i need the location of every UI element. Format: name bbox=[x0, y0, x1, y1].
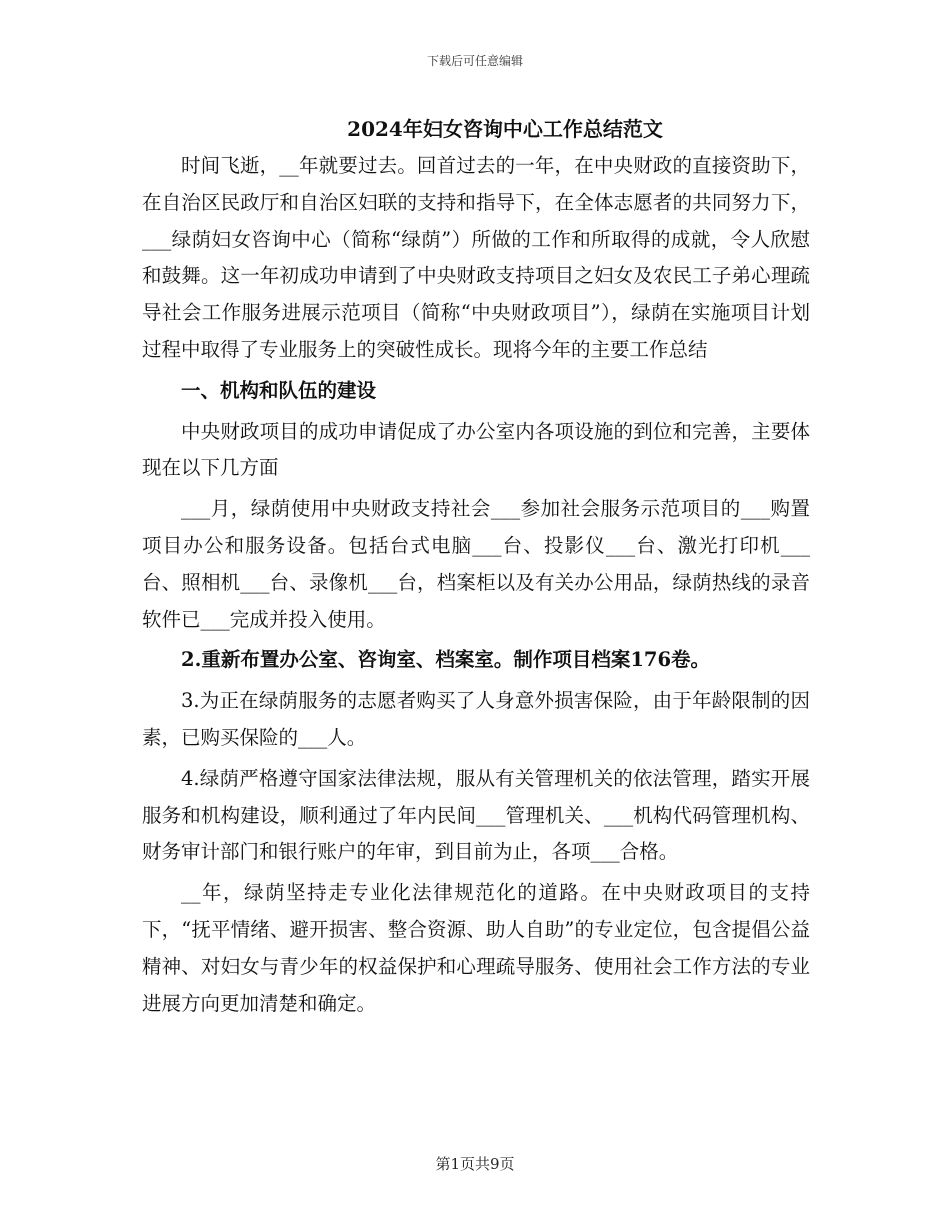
paragraph-item-3: 3.为正在绿荫服务的志愿者购买了人身意外损害保险，由于年龄限制的因素，已购买保险的___人。 bbox=[142, 689, 810, 749]
paragraph-equipment: ___月，绿荫使用中央财政支持社会___参加社会服务示范项目的___购置项目办公和服务设备。包括台式电脑___台、投影仪___台、激光打印机___台、照相机___台、录像机___台，档案柜以及有关办公用品，绿荫热线的录音软件已___完成并投入使用。 bbox=[142, 497, 810, 631]
document-title: 2024年妇女咨询中心工作总结范文 bbox=[347, 117, 663, 141]
paragraph-item-2: 2.重新布置办公室、咨询室、档案室。制作项目档案176卷。 bbox=[181, 648, 711, 672]
paragraph-intro: 时间飞逝，__年就要过去。回首过去的一年，在中央财政的直接资助下，在自治区民政厅和自治区妇联的支持和指导下，在全体志愿者的共同努力下，___绿荫妇女咨询中心（简称“绿荫”）所做的工作和所取得的成就，令人欣慰和鼓舞。这一年初成功申请到了中央财政支持项目之妇女及农民工子弟心理疏导社会工作服务进展示范项目（简称“中央财政项目”），绿荫在实施项目计划过程中取得了专业服务上的突破性成长。现将今年的主要工作总结 bbox=[142, 154, 810, 361]
page-number: 第1页共9页 bbox=[435, 1155, 515, 1173]
paragraph-item-4: 4.绿荫严格遵守国家法律法规，服从有关管理机关的依法管理，踏实开展服务和机构建设，顺利通过了年内民间___管理机关、___机构代码管理机构、财务审计部门和银行账户的年审，到目前为止，各项___合格。 bbox=[142, 766, 810, 864]
section-heading-1: 一、机构和队伍的建设 bbox=[181, 378, 377, 402]
paragraph-funding: 中央财政项目的成功申请促成了办公室内各项设施的到位和完善，主要体现在以下几方面 bbox=[142, 419, 810, 480]
header-note: 下载后可任意编辑 bbox=[426, 54, 523, 68]
paragraph-professional: __年，绿荫坚持走专业化法律规范化的道路。在中央财政项目的支持下，“抚平情绪、避开损害、整合资源、助人自助”的专业定位，包含提倡公益精神、对妇女与青少年的权益保护和心理疏导服务、使用社会工作方法的专业进展方向更加清楚和确定。 bbox=[142, 881, 810, 1015]
document-body bbox=[142, 112, 810, 1022]
